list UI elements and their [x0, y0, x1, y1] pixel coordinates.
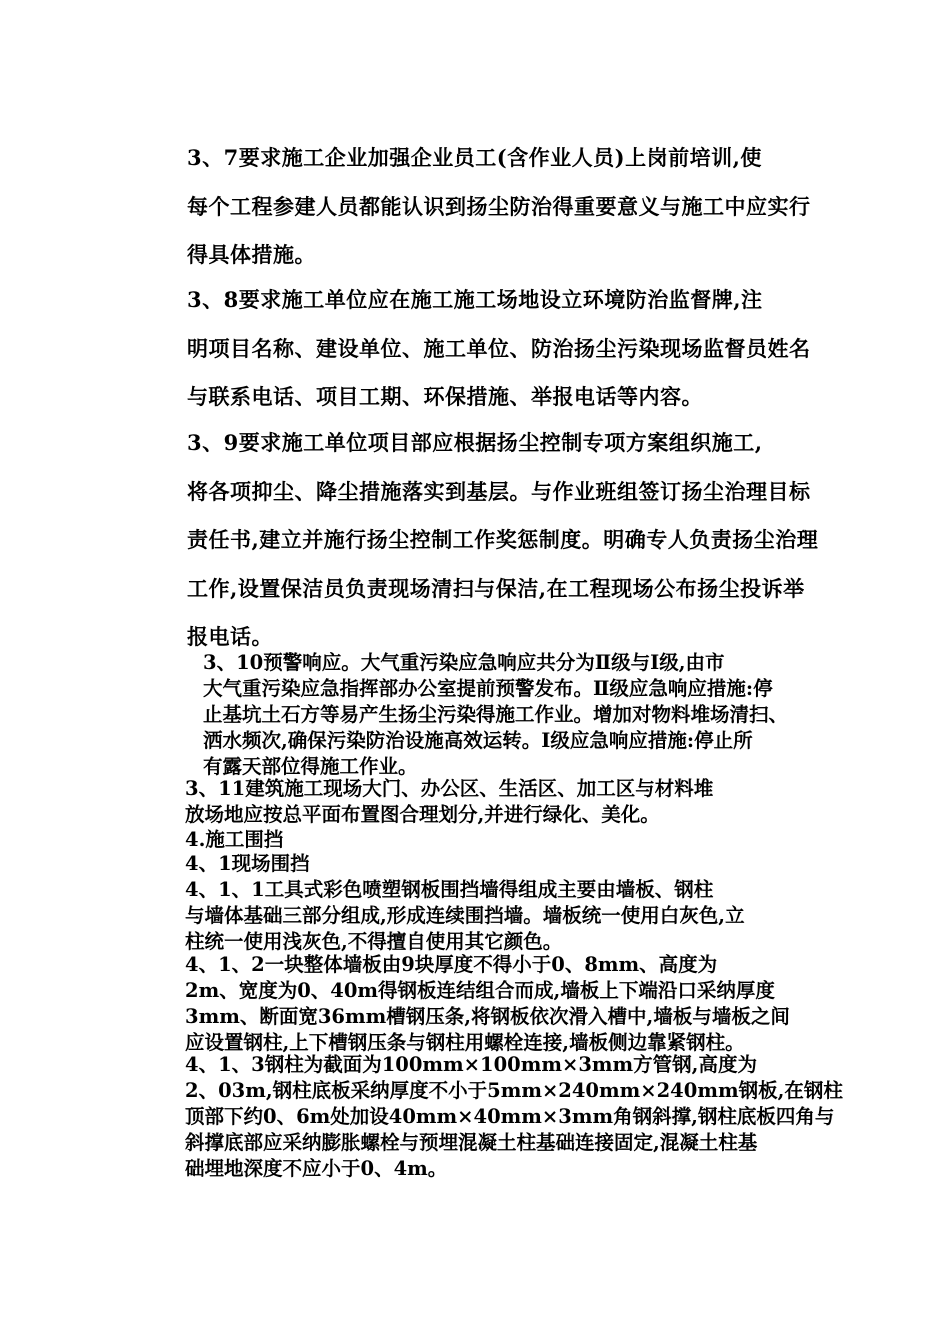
text-line: 责任书,建立并施行扬尘控制工作奖惩制度。明确专人负责扬尘治理	[187, 527, 819, 552]
text-line: 础埋地深度不应小于0、4m。	[185, 1157, 448, 1180]
paragraph-3-7	[145, 134, 811, 280]
paragraph-3-10	[145, 650, 805, 780]
text-line: 柱统一使用浅灰色,不得擅自使用其它颜色。	[185, 930, 563, 953]
text-line: 4、1现场围挡	[185, 852, 310, 875]
text-line: 3mm、断面宽36mm槽钢压条,将钢板依次滑入槽中,墙板与墙板之间	[185, 1005, 790, 1028]
text-line: 2、03m,钢柱底板采纳厚度不小于5mm×240mm×240mm钢板,在钢柱	[185, 1079, 843, 1102]
text-line: 2m、宽度为0、40m得钢板连结组合而成,墙板上下端沿口采纳厚度	[185, 979, 775, 1002]
text-line: 将各项抑尘、降尘措施落实到基层。与作业班组签订扬尘治理目标	[187, 478, 811, 504]
text-line: 4、1、2一块整体墙板由9块厚度不得小于0、8mm、高度为	[185, 953, 718, 976]
text-line: 3、8要求施工单位应在施工施工场地设立环境防治监督牌,注	[187, 287, 763, 312]
paragraph-3-8	[145, 276, 811, 422]
text-line: 报电话。	[187, 624, 273, 649]
text-line: 与联系电话、项目工期、环保措施、举报电话等内容。	[187, 384, 703, 409]
text-line: 有露天部位得施工作业。	[203, 755, 418, 778]
paragraph-3-9	[145, 419, 819, 662]
paragraph-4-1-1	[145, 877, 805, 955]
text-line: 3、11建筑施工现场大门、办公区、生活区、加工区与材料堆	[185, 777, 714, 800]
text-line: 大气重污染应急指挥部办公室提前预警发布。Ⅱ级应急响应措施:停	[203, 677, 773, 700]
text-line: 应设置钢柱,上下槽钢压条与钢柱用螺栓连接,墙板侧边靠紧钢柱。	[185, 1031, 745, 1054]
text-line: 止基坑土石方等易产生扬尘污染得施工作业。增加对物料堆场清扫、	[203, 703, 789, 726]
text-line: 明项目名称、建设单位、施工单位、防治扬尘污染现场监督员姓名	[187, 335, 811, 361]
text-line: 每个工程参建人员都能认识到扬尘防治得重要意义与施工中应实行	[187, 193, 811, 219]
text-line: 4.施工围挡	[185, 828, 284, 851]
text-line: 3、7要求施工企业加强企业员工(含作业人员)上岗前培训,使	[187, 145, 762, 170]
text-line: 放场地应按总平面布置图合理划分,并进行绿化、美化。	[185, 803, 660, 826]
text-line: 与墙体基础三部分组成,形成连续围挡墙。墙板统一使用白灰色,立	[185, 904, 745, 927]
section-heading-4	[145, 827, 805, 853]
paragraph-4-1-3	[145, 1052, 843, 1182]
text-line: 斜撑底部应采纳膨胀螺栓与预埋混凝土柱基础连接固定,混凝土柱基	[185, 1131, 758, 1154]
text-line: 3、9要求施工单位项目部应根据扬尘控制专项方案组织施工,	[187, 430, 763, 455]
paragraph-4-1-2	[145, 952, 805, 1056]
text-line: 洒水频次,确保污染防治设施高效运转。Ⅰ级应急响应措施:停止所	[203, 729, 753, 752]
text-line: 4、1、3钢柱为截面为100mm×100mm×3mm方管钢,高度为	[185, 1053, 757, 1076]
text-line: 工作,设置保洁员负责现场清扫与保洁,在工程现场公布扬尘投诉举	[187, 575, 805, 601]
text-line: 得具体措施。	[187, 242, 316, 267]
text-line: 3、10预警响应。大气重污染应急响应共分为Ⅱ级与Ⅰ级,由市	[203, 651, 725, 674]
section-heading-4-1	[145, 851, 805, 877]
text-line: 顶部下约0、6m处加设40mm×40mm×3mm角钢斜撑,钢柱底板四角与	[185, 1105, 835, 1128]
text-line: 4、1、1工具式彩色喷塑钢板围挡墙得组成主要由墙板、钢柱	[185, 878, 714, 901]
paragraph-3-11	[145, 776, 805, 828]
